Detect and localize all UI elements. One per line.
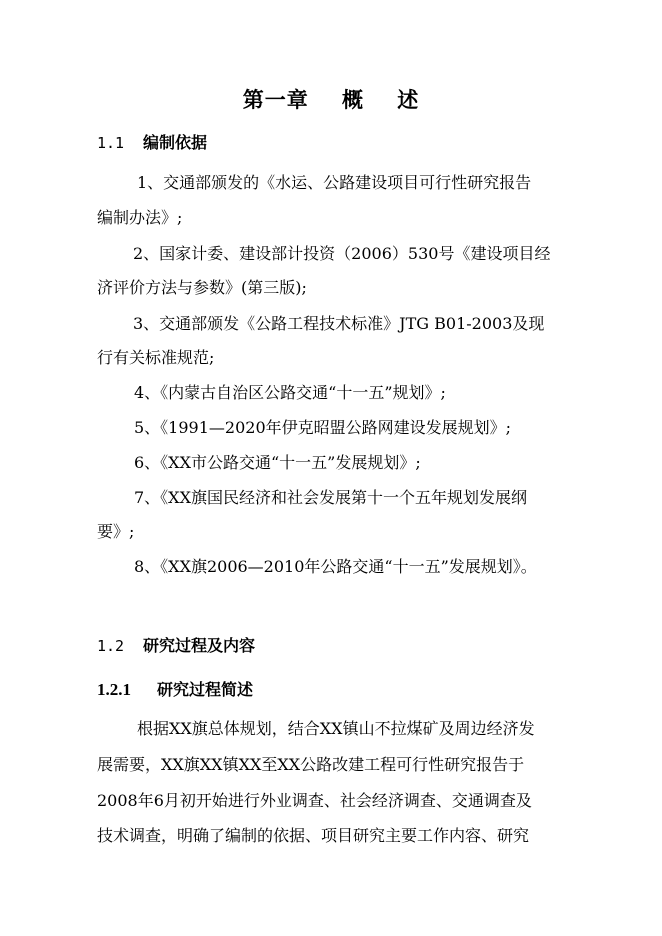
- section-number: 1.2: [97, 637, 125, 655]
- basis-item-8: 8、《XX旗2006—2010年公路交通“十一五”发展规划》。: [134, 557, 537, 576]
- section-title: 编制依据: [143, 133, 208, 152]
- basis-item-6: 6、《XX市公路交通“十一五”发展规划》;: [134, 453, 421, 472]
- subsection-number: 1.2.1: [97, 680, 131, 699]
- paragraph-line-1: 根据XX旗总体规划，结合XX镇山不拉煤矿及周边经济发: [137, 719, 535, 738]
- basis-item-1-line-1: 1、交通部颁发的《水运、公路建设项目可行性研究报告: [137, 173, 532, 192]
- basis-item-2-line-2: 济评价方法与参数》(第三版);: [97, 278, 307, 297]
- basis-item-7-line-1: 7、《XX旗国民经济和社会发展第十一个五年规划发展纲: [134, 488, 527, 507]
- paragraph-line-2: 展需要，XX旗XX镇XX至XX公路改建工程可行性研究报告于: [97, 755, 525, 774]
- section-heading-1-2: [97, 633, 255, 656]
- paragraph-line-4: 技术调查，明确了编制的依据、项目研究主要工作内容、研究: [97, 826, 530, 845]
- section-title: 研究过程及内容: [143, 636, 256, 655]
- section-heading-1-2-1: [97, 677, 253, 700]
- paragraph-line-3: 2008年6月初开始进行外业调查、社会经济调查、交通调查及: [97, 791, 532, 810]
- basis-item-1-line-2: 编制办法》;: [97, 208, 183, 227]
- section-number: 1.1: [97, 134, 125, 152]
- basis-item-7-line-2: 要》;: [97, 522, 135, 541]
- basis-item-5: 5、《1991—2020年伊克昭盟公路网建设发展规划》;: [134, 418, 512, 437]
- section-heading-1-1: [97, 130, 207, 153]
- basis-item-4: 4、《内蒙古自治区公路交通“十一五”规划》;: [134, 383, 446, 402]
- subsection-title: 研究过程简述: [157, 680, 254, 699]
- basis-item-3-line-2: 行有关标准规范;: [97, 348, 215, 367]
- basis-item-3-line-1: 3、交通部颁发《公路工程技术标准》JTG B01-2003及现: [133, 314, 545, 333]
- chapter-title: 第一章 概 述: [242, 88, 420, 112]
- basis-item-2-line-1: 2、国家计委、建设部计投资（2006）530号《建设项目经: [133, 244, 551, 263]
